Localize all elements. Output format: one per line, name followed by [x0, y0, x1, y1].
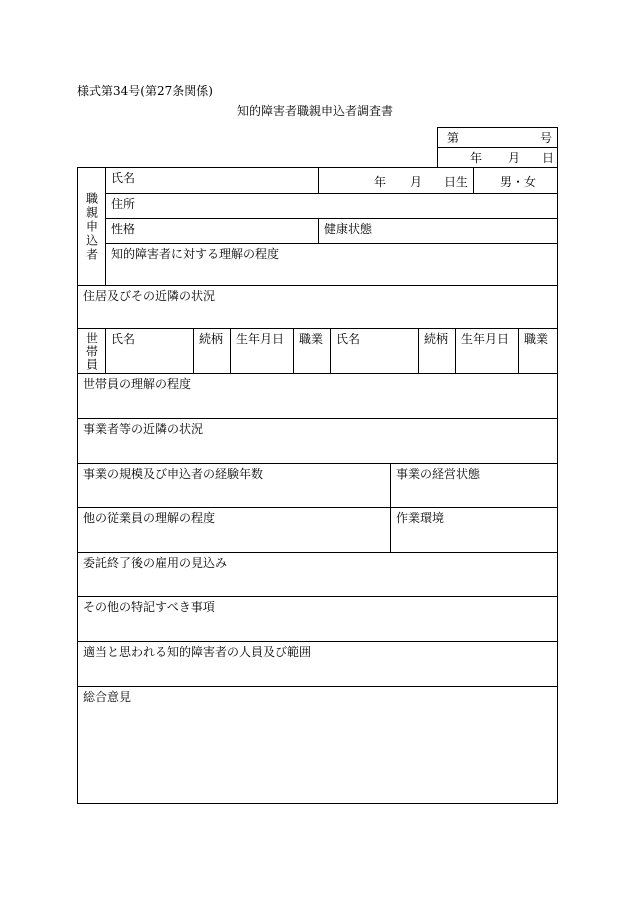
work-environment-label: 作業環境	[396, 511, 445, 525]
applicant-section-label: 職親申込者	[84, 191, 99, 262]
household-section-label: 世帯員	[84, 331, 99, 371]
number-suffix: 号	[540, 131, 553, 145]
household-col-name-1	[105, 328, 194, 374]
other-notes-cell	[77, 596, 558, 642]
number-prefix: 第	[447, 131, 460, 145]
applicant-health-label: 健康状態	[324, 222, 373, 236]
applicant-birthdate-cell	[318, 167, 474, 194]
applicant-understanding-cell	[105, 243, 558, 286]
employment-prospect-cell	[77, 552, 558, 597]
employment-prospect-label: 委託終了後の雇用の見込み	[83, 556, 228, 570]
residence-cell	[77, 285, 558, 329]
applicant-name-label: 氏名	[111, 171, 136, 185]
other-notes-label: その他の特記すべき事項	[83, 600, 215, 614]
business-management-cell	[390, 463, 558, 508]
household-col-label: 生年月日	[461, 332, 510, 346]
business-management-label: 事業の経営状態	[396, 467, 481, 481]
household-col-label: 生年月日	[236, 332, 285, 346]
household-section-cell	[77, 328, 106, 374]
business-scale-cell	[77, 463, 391, 508]
applicant-section-cell	[77, 167, 106, 286]
date-year: 年	[470, 151, 483, 165]
applicant-health-cell	[318, 218, 558, 244]
overall-opinion-label: 総合意見	[83, 690, 132, 704]
applicant-personality-cell	[105, 218, 319, 244]
household-col-label: 氏名	[336, 332, 361, 346]
document-title: 知的障害者職親申込者調査書	[236, 104, 393, 118]
household-col-label: 職業	[299, 332, 324, 346]
household-col-birthdate-1	[230, 328, 294, 374]
household-col-label: 続柄	[199, 332, 224, 346]
business-neighborhood-label: 事業者等の近隣の状況	[83, 422, 204, 436]
household-understanding-label: 世帯員の理解の程度	[83, 377, 192, 391]
document-date-cell	[437, 147, 558, 168]
birth-year-label: 年	[374, 175, 387, 189]
birth-month-label: 月	[410, 175, 423, 189]
applicant-personality-label: 性格	[111, 222, 136, 236]
household-col-relation-2	[418, 328, 456, 374]
form-number: 様式第34号(第27条関係)	[77, 84, 213, 98]
applicant-understanding-label: 知的障害者に対する理解の程度	[111, 247, 280, 261]
business-neighborhood-cell	[77, 418, 558, 464]
document-number-cell	[437, 127, 558, 148]
applicant-address-label: 住所	[111, 197, 136, 211]
household-col-occupation-1	[293, 328, 331, 374]
household-understanding-cell	[77, 373, 558, 419]
household-col-occupation-2	[518, 328, 558, 374]
suitable-persons-cell	[77, 641, 558, 687]
residence-label: 住居及びその近隣の状況	[83, 289, 216, 303]
work-environment-cell	[390, 507, 558, 553]
applicant-address-cell	[105, 193, 558, 219]
birth-day-label: 日生	[444, 175, 469, 189]
date-day: 日	[542, 151, 555, 165]
applicant-name-cell	[105, 167, 319, 194]
household-col-label: 続柄	[424, 332, 449, 346]
household-col-name-2	[330, 328, 419, 374]
overall-opinion-cell	[77, 686, 558, 804]
household-col-label: 職業	[524, 332, 549, 346]
household-col-relation-1	[193, 328, 231, 374]
employee-understanding-label: 他の従業員の理解の程度	[83, 511, 216, 525]
suitable-persons-label: 適当と思われる知的障害者の人員及び範囲	[83, 645, 312, 659]
gender-label: 男・女	[500, 175, 537, 189]
household-col-birthdate-2	[455, 328, 519, 374]
applicant-gender-cell	[473, 167, 558, 194]
date-month: 月	[508, 151, 521, 165]
household-col-label: 氏名	[111, 332, 136, 346]
business-scale-label: 事業の規模及び申込者の経験年数	[83, 467, 264, 481]
employee-understanding-cell	[77, 507, 391, 553]
